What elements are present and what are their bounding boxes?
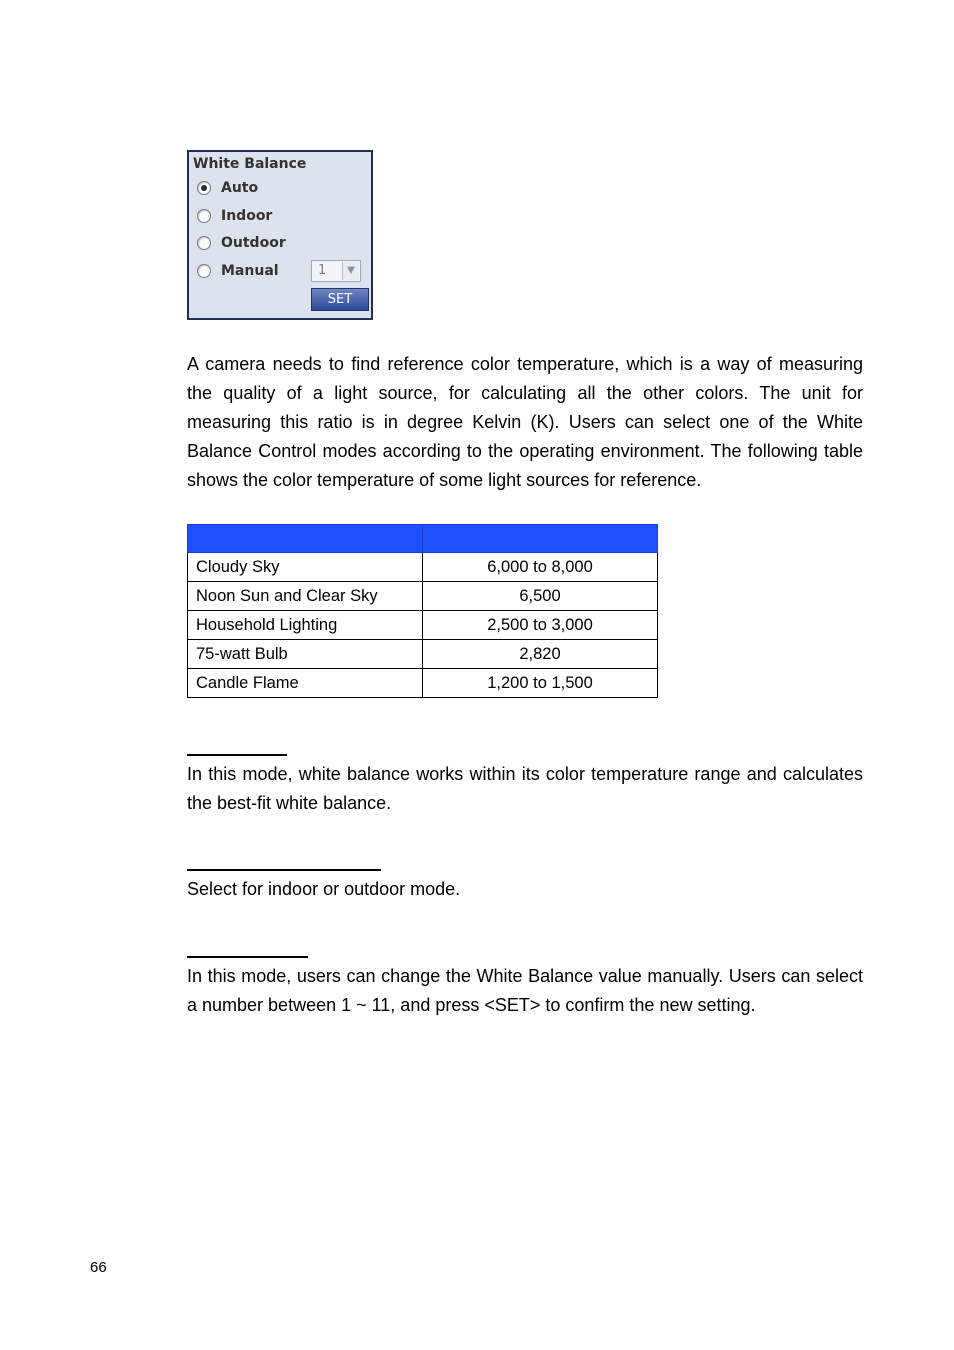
manual-mode-description: In this mode, users can change the White Balance value manually. Users can select a number between 1 ~ 11, and press <SET> to confirm the new setting.	[187, 966, 863, 1015]
temperature-cell: 6,500	[423, 582, 658, 611]
option-label: Manual	[221, 263, 279, 279]
table-row	[188, 553, 658, 582]
manual-value-select[interactable]	[311, 260, 361, 282]
radio-icon[interactable]	[197, 209, 211, 223]
table-row	[188, 640, 658, 669]
radio-icon[interactable]	[197, 236, 211, 250]
section-heading-rule	[187, 956, 308, 958]
table-header-cell	[188, 525, 423, 553]
chevron-down-icon[interactable]: ▼	[342, 262, 359, 280]
temperature-cell: 1,200 to 1,500	[423, 669, 658, 698]
option-label: Indoor	[221, 208, 273, 224]
temperature-cell: 2,820	[423, 640, 658, 669]
temperature-cell: 2,500 to 3,000	[423, 611, 658, 640]
option-label: Auto	[221, 180, 259, 196]
option-label: Outdoor	[221, 235, 286, 251]
table-header-cell	[423, 525, 658, 553]
white-balance-panel	[187, 150, 373, 320]
table-row	[188, 669, 658, 698]
color-temperature-table	[187, 524, 658, 698]
section-heading-rule	[187, 869, 381, 871]
auto-mode-description: In this mode, white balance works within its color temperature range and calculates the best-fit white balance.	[187, 764, 863, 813]
light-source-cell: Cloudy Sky	[188, 553, 423, 582]
page-number: 66	[90, 1259, 107, 1276]
section-heading-rule	[187, 754, 287, 756]
light-source-cell: Noon Sun and Clear Sky	[188, 582, 423, 611]
table-row	[188, 611, 658, 640]
option-outdoor[interactable]	[197, 234, 286, 252]
option-indoor[interactable]	[197, 207, 272, 225]
light-source-cell: Candle Flame	[188, 669, 423, 698]
temperature-cell: 6,000 to 8,000	[423, 553, 658, 582]
set-button[interactable]: SET	[311, 288, 369, 311]
light-source-cell: Household Lighting	[188, 611, 423, 640]
light-source-cell: 75-watt Bulb	[188, 640, 423, 669]
option-auto[interactable]	[197, 179, 258, 197]
table-header-row	[188, 525, 658, 553]
intro-paragraph: A camera needs to find reference color temperature, which is a way of measuring the quality of a light source, for calculating all the other colors. The unit for measuring this ratio is in degree Kelvin (K). Users can select one of the White Balance Control modes according to the operating environment. The following table shows the color temperature of some light sources for reference.	[187, 354, 863, 490]
radio-selected-icon[interactable]	[197, 181, 211, 195]
manual-value: 1	[318, 263, 327, 278]
white-balance-title: White Balance	[193, 156, 307, 172]
indoor-outdoor-description: Select for indoor or outdoor mode.	[187, 879, 461, 899]
table-row	[188, 582, 658, 611]
option-manual[interactable]	[197, 262, 279, 280]
radio-icon[interactable]	[197, 264, 211, 278]
